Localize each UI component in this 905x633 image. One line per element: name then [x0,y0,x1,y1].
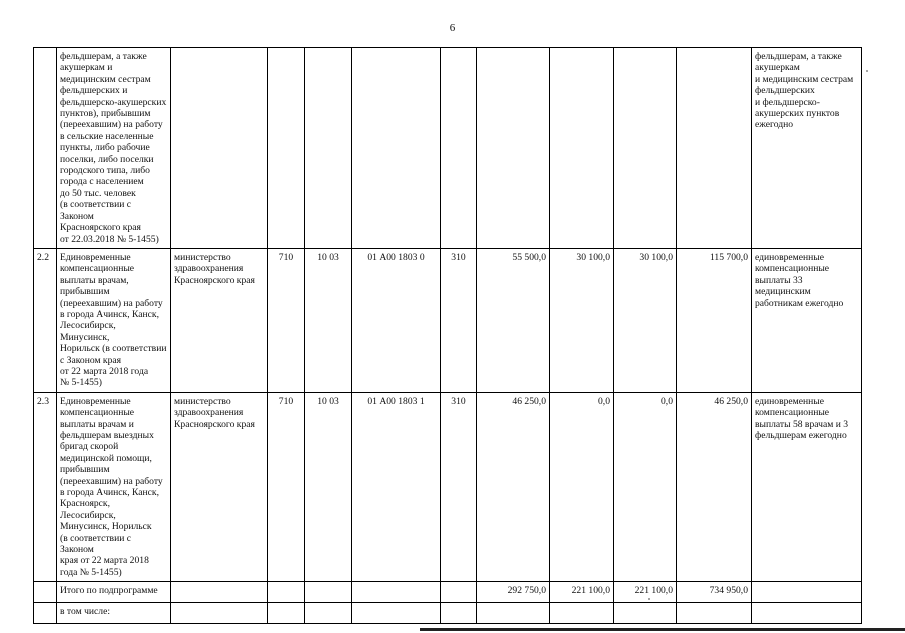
year3-amount-cell: 30 100,0 [614,248,677,392]
expected-result-cell [752,582,862,603]
event-name-cell: Единовременные компенсационные выплаты врачам, прибывшим (переехавшим) на работу в города Ачинск, Канск, Лесосибирск, Минусинск, Норильск (в соответствии с Законом края от 22 марта 2018 года № 5-1455) [57,248,171,392]
total-amount-cell: 115 700,0 [677,248,752,392]
expense-type-cell: 310 [441,248,477,392]
expense-type-cell [441,48,477,249]
total-amount-cell [677,603,752,624]
year3-amount-cell: 0,0 [614,392,677,582]
section-code-cell: 10 03 [305,392,352,582]
year3-amount-cell [614,48,677,249]
year3-amount-cell: 221 100,0 [614,582,677,603]
scan-speck [866,70,868,72]
row-number-cell [34,582,57,603]
administrator-cell [171,603,268,624]
table-row [34,248,862,392]
target-code-cell: 01 А00 1803 1 [352,392,441,582]
total-amount-cell [677,48,752,249]
row-number-cell [34,48,57,249]
target-code-cell [352,48,441,249]
grbs-code-cell [268,48,305,249]
expense-type-cell [441,603,477,624]
year2-amount-cell: 221 100,0 [550,582,614,603]
expected-result-cell [752,603,862,624]
year1-amount-cell [477,603,550,624]
scan-speck [648,598,650,600]
year2-amount-cell: 30 100,0 [550,248,614,392]
grbs-code-cell [268,603,305,624]
administrator-cell: министерство здравоохранения Красноярского края [171,392,268,582]
year2-amount-cell [550,48,614,249]
year1-amount-cell: 55 500,0 [477,248,550,392]
section-code-cell [305,603,352,624]
expense-type-cell: 310 [441,392,477,582]
year2-amount-cell: 0,0 [550,392,614,582]
year2-amount-cell [550,603,614,624]
section-code-cell [305,48,352,249]
row-number-cell [34,603,57,624]
row-number-cell: 2.3 [34,392,57,582]
administrator-cell [171,582,268,603]
event-name-cell: Единовременные компенсационные выплаты врачам и фельдшерам выездных бригад скорой медицинской помощи, прибывшим (переехавшим) на работу в города Ачинск, Канск, Красноярск, Лесосибирск, Минусинск, Норильск (в соответствии с Законом края от 22 марта 2018 года № 5-1455) [57,392,171,582]
expected-result-cell: единовременные компенсационные выплаты 33 медицинским работникам ежегодно [752,248,862,392]
grbs-code-cell [268,582,305,603]
total-amount-cell: 46 250,0 [677,392,752,582]
year1-amount-cell: 292 750,0 [477,582,550,603]
row-number-cell: 2.2 [34,248,57,392]
grbs-code-cell: 710 [268,392,305,582]
target-code-cell [352,582,441,603]
administrator-cell: министерство здравоохранения Красноярского края [171,248,268,392]
expense-type-cell [441,582,477,603]
year3-amount-cell [614,603,677,624]
section-code-cell: 10 03 [305,248,352,392]
event-name-cell: фельдшерам, а также акушеркам и медицинским сестрам фельдшерских и фельдшерско-акушерских пунктов), прибывшим (переехавшим) на работу в сельские населенные пункты, либо рабочие поселки, либо поселки городского типа, либо города с населением до 50 тыс. человек (в соответствии с Законом Красноярского края от 22.03.2018 № 5-1455) [57,48,171,249]
year1-amount-cell: 46 250,0 [477,392,550,582]
budget-table [33,47,862,624]
scan-edge-line [420,628,905,631]
expected-result-cell: единовременные компенсационные выплаты 58 врачам и 3 фельдшерам ежегодно [752,392,862,582]
table-row [34,392,862,582]
including-label-cell: в том числе: [57,603,171,624]
expected-result-cell: фельдшерам, а также акушеркам и медицинским сестрам фельдшерских и фельдшерско- акушерских пунктов ежегодно [752,48,862,249]
target-code-cell: 01 А00 1803 0 [352,248,441,392]
table-row [34,603,862,624]
administrator-cell [171,48,268,249]
table-row [34,582,862,603]
page-number: 6 [449,22,456,34]
target-code-cell [352,603,441,624]
table-row [34,48,862,249]
grbs-code-cell: 710 [268,248,305,392]
total-amount-cell: 734 950,0 [677,582,752,603]
year1-amount-cell [477,48,550,249]
section-code-cell [305,582,352,603]
subtotal-label-cell: Итого по подпрограмме [57,582,171,603]
